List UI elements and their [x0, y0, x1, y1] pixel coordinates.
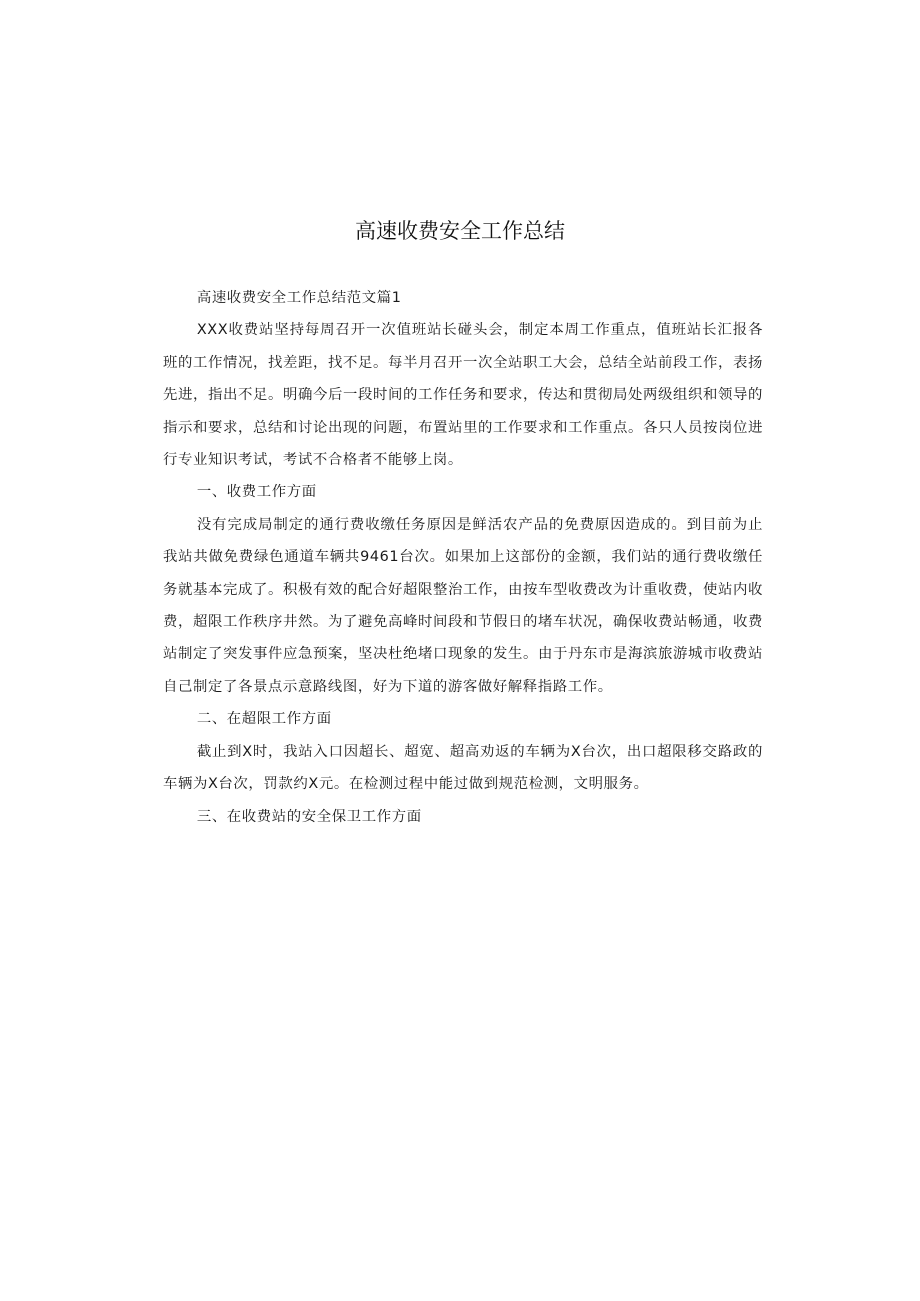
paragraph-subtitle: 高速收费安全工作总结范文篇1: [196, 290, 402, 306]
document-title: 高速收费安全工作总结: [355, 219, 565, 243]
section-heading-overload-work: 二、在超限工作方面: [196, 711, 332, 728]
paragraph-meetings: XXX收费站坚持每周召开一次值班站长碰头会，制定本周工作重点，值班站长汇报各班的工作情况，找差距，找不足。每半月召开一次全站职工大会，总结全站前段工作，表扬先进，指出不足。明确今后一段时间的工作任务和要求，传达和贯彻局处两级组织和领导的指示和要求，总结和讨论出现的问题，布置站里的工作要求和工作重点。各只人员按岗位进行专业知识考试，考试不合格者不能够上岗。: [163, 322, 763, 469]
section-heading-security-work: 三、在收费站的安全保卫工作方面: [196, 808, 422, 825]
section-heading-toll-work: 一、收费工作方面: [196, 484, 317, 501]
document-body: [163, 282, 763, 833]
paragraph-toll-work: 没有完成局制定的通行费收缴任务原因是鲜活农产品的免费原因造成的。到目前为止我站共做免费绿色通道车辆共9461台次。如果加上这部份的金额，我们站的通行费收缴任务就基本完成了。积极有效的配合好超限整治工作，由按车型收费改为计重收费，使站内收费，超限工作秩序井然。为了避免高峰时间段和节假日的堵车状况，确保收费站畅通，收费站制定了突发事件应急预案，坚决杜绝堵口现象的发生。由于丹东市是海滨旅游城市收费站自己制定了各景点示意路线图，好为下道的游客做好解释指路工作。: [163, 516, 763, 695]
paragraph-overload-work: 截止到X时，我站入口因超长、超宽、超高劝返的车辆为X台次，出口超限移交路政的车辆为X台次，罚款约X元。在检测过程中能过做到规范检测，文明服务。: [163, 743, 763, 793]
